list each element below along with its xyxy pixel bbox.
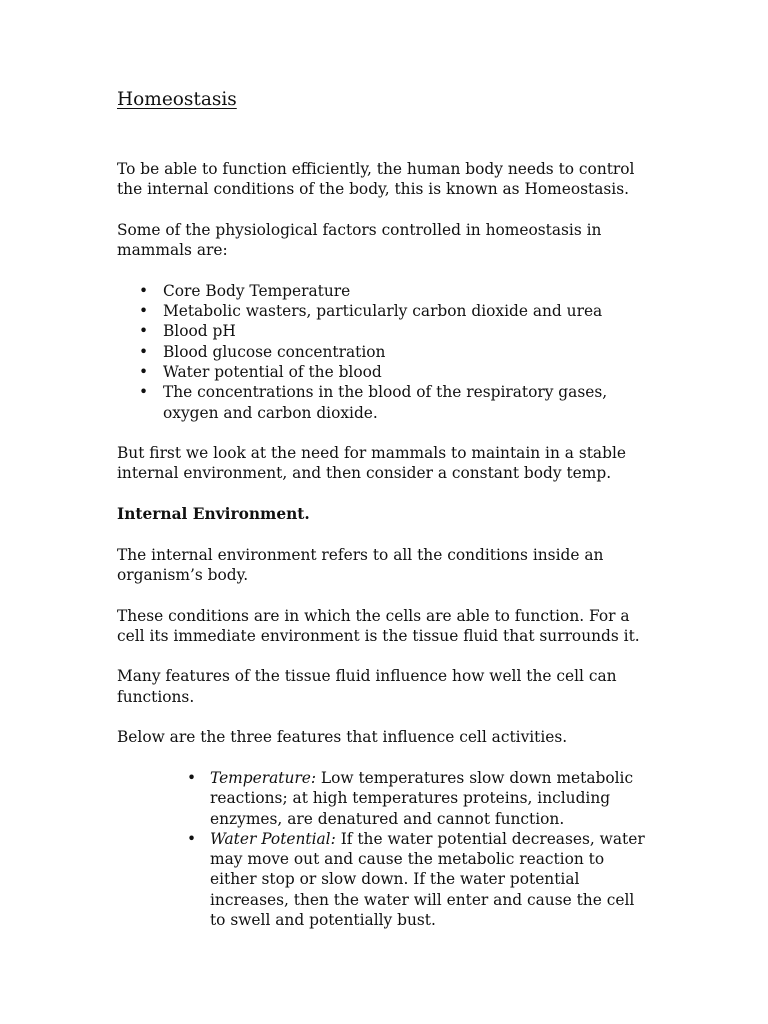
feature-term: Temperature:: [210, 768, 317, 787]
page-title: Homeostasis: [117, 89, 237, 110]
feature-item-water-potential: [117, 829, 658, 930]
section-paragraph: Many features of the tissue fluid influence how well the cell can functions.: [117, 667, 617, 706]
intro-paragraph: To be able to function efficiently, the human body needs to control the internal conditions of the body, this is known as Homeostasis.: [117, 160, 635, 199]
factors-intro-paragraph: Some of the physiological factors controlled in homeostasis in mammals are:: [117, 220, 602, 260]
feature-term: Water Potential:: [210, 829, 336, 848]
section-paragraph: The internal environment refers to all the conditions inside an organism’s body.: [117, 545, 604, 584]
features-list: [117, 768, 658, 930]
list-item: • Core Body Temperature: [117, 281, 658, 301]
list-item: • Blood glucose concentration: [117, 342, 658, 362]
section-paragraph: These conditions are in which the cells are able to function. For a cell its immediate environment is the tissue fluid that surrounds it.: [117, 606, 640, 645]
list-item: • The concentrations in the blood of the respiratory gases, oxygen and carbon dioxide.: [117, 382, 658, 423]
section-paragraph: Below are the three features that influence cell activities.: [117, 728, 568, 747]
list-item: • Blood pH: [117, 321, 658, 341]
list-item: • Water potential of the blood: [117, 362, 658, 382]
transition-paragraph: But first we look at the need for mammals to maintain in a stable internal environment, and then consider a constant body temp.: [117, 444, 626, 483]
feature-text: If the water potential decreases, water may move out and cause the metabolic reaction to either stop or slow down. If the water potential increases, then the water will enter and cause the cell to swell and potentially bust.: [210, 829, 645, 929]
feature-text: Low temperatures slow down metabolic reactions; at high temperatures proteins, including enzymes, are denatured and cannot function.: [210, 768, 634, 828]
feature-item-temperature: [117, 768, 658, 829]
factors-list: [117, 281, 658, 423]
section-heading: Internal Environment.: [117, 505, 310, 524]
list-item: • Metabolic wasters, particularly carbon dioxide and urea: [117, 301, 658, 321]
